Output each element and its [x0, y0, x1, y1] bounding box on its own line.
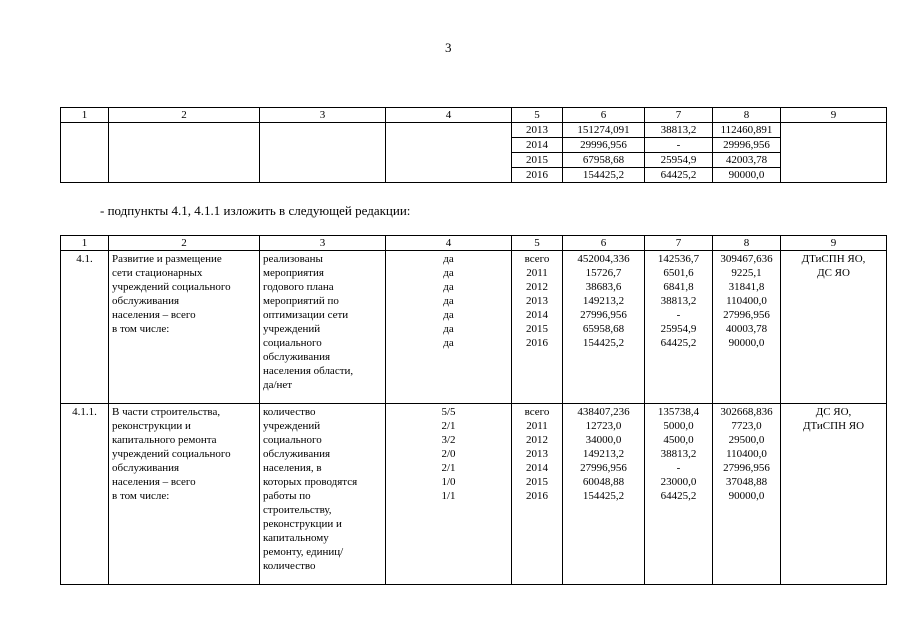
item-number: 4.1.1. — [61, 404, 109, 585]
header-cell: 6 — [563, 236, 645, 251]
value-line: да — [443, 323, 454, 335]
total-cell: 151274,091 — [563, 123, 645, 138]
header-cell: 5 — [512, 236, 563, 251]
executor: ДТиСПН ЯО, ДС ЯО — [781, 251, 887, 404]
total-cell: 67958,68 — [563, 153, 645, 168]
value-line: да — [443, 295, 454, 307]
table-row — [61, 123, 887, 138]
page-number: 3 — [445, 40, 452, 55]
value-line: 27996,956 — [723, 462, 770, 474]
value-line: 2011 — [526, 267, 548, 279]
value-line: 154425,2 — [582, 490, 625, 502]
header-cell: 9 — [781, 236, 887, 251]
federal-values — [645, 404, 713, 585]
value-line: 2/1 — [441, 420, 456, 432]
regional-cell: 112460,891 — [713, 123, 781, 138]
table-header-row — [61, 108, 887, 123]
value-line: - — [676, 309, 681, 321]
value-line: да — [443, 253, 454, 265]
header-cell: 3 — [260, 236, 386, 251]
value-line: 154425,2 — [582, 337, 625, 349]
header-cell: 1 — [61, 236, 109, 251]
value-line: 2014 — [526, 462, 548, 474]
total-cell: 29996,956 — [563, 138, 645, 153]
value-line: 25954,9 — [660, 323, 697, 335]
year-cell: 2016 — [512, 168, 563, 183]
value-line: 27996,956 — [723, 309, 770, 321]
header-cell: 7 — [645, 108, 713, 123]
value-line: 31841,8 — [728, 281, 765, 293]
header-cell: 2 — [109, 108, 260, 123]
value-line: 65958,68 — [582, 323, 625, 335]
value-line: 2016 — [526, 337, 548, 349]
value-line: 6841,8 — [663, 281, 694, 293]
header-cell: 3 — [260, 108, 386, 123]
value-line: 142536,7 — [657, 253, 700, 265]
value-line: 40003,78 — [725, 323, 768, 335]
total-values — [563, 404, 645, 585]
year-values — [512, 404, 563, 585]
value-line: 2015 — [526, 476, 548, 488]
federal-values — [645, 251, 713, 404]
value-line: 6501,6 — [663, 267, 694, 279]
empty-cell — [260, 123, 386, 183]
value-line: - — [676, 462, 681, 474]
value-line: 2016 — [526, 490, 548, 502]
value-line: 23000,0 — [660, 476, 697, 488]
empty-cell — [386, 123, 512, 183]
value-line: 64425,2 — [660, 337, 697, 349]
value-line: 29500,0 — [728, 434, 765, 446]
value-line: 2014 — [526, 309, 548, 321]
value-line: 1/1 — [441, 490, 456, 502]
regional-cell: 90000,0 — [713, 168, 781, 183]
executor: ДС ЯО, ДТиСПН ЯО — [781, 404, 887, 585]
value-line: всего — [524, 406, 550, 418]
federal-cell: - — [645, 138, 713, 153]
value-line: 3/2 — [441, 434, 456, 446]
value-line: 452004,336 — [577, 253, 630, 265]
header-cell: 8 — [713, 108, 781, 123]
value-line: 2/0 — [441, 448, 456, 460]
header-cell: 4 — [386, 108, 512, 123]
empty-cell — [781, 123, 887, 183]
year-cell: 2013 — [512, 123, 563, 138]
item-number: 4.1. — [61, 251, 109, 404]
value-line: 309467,636 — [720, 253, 773, 265]
value-line: 37048,88 — [725, 476, 768, 488]
value-line: 38813,2 — [660, 448, 697, 460]
value-line: 90000,0 — [728, 337, 765, 349]
value-line: 2013 — [526, 295, 548, 307]
value-line: 5000,0 — [663, 420, 694, 432]
federal-cell: 64425,2 — [645, 168, 713, 183]
value-line: 110400,0 — [726, 448, 767, 460]
table-header-row — [61, 236, 887, 251]
budget-table-continuation — [60, 107, 887, 183]
value-line: 149213,2 — [582, 295, 625, 307]
federal-cell: 38813,2 — [645, 123, 713, 138]
budget-table-main — [60, 235, 887, 585]
value-line: 27996,956 — [580, 309, 627, 321]
header-cell: 7 — [645, 236, 713, 251]
value-line: 5/5 — [441, 406, 456, 418]
item-name: В части строительства, реконструкции и капитального ремонта учреждений социального обслуживания населения – всего в том числе: — [109, 404, 260, 585]
total-cell: 154425,2 — [563, 168, 645, 183]
value-line: 64425,2 — [660, 490, 697, 502]
value-line: 27996,956 — [580, 462, 627, 474]
item-name: Развитие и размещение сети стационарных учреждений социального обслуживания населения – всего в том числе: — [109, 251, 260, 404]
item-indicator: реализованы мероприятия годового плана мероприятий по оптимизации сети учреждений социального обслуживания населения области, да/нет — [260, 251, 386, 404]
value-line: 2011 — [526, 420, 548, 432]
year-values — [512, 251, 563, 404]
value-line: да — [443, 281, 454, 293]
indicator-values — [386, 404, 512, 585]
header-cell: 9 — [781, 108, 887, 123]
value-line: всего — [524, 253, 550, 265]
value-line: да — [443, 309, 454, 321]
header-cell: 6 — [563, 108, 645, 123]
row-4-1 — [61, 251, 887, 404]
value-line: 38683,6 — [585, 281, 622, 293]
value-line: 2015 — [526, 323, 548, 335]
value-line: да — [443, 337, 454, 349]
edit-instruction-text: - подпункты 4.1, 4.1.1 изложить в следующей редакции: — [100, 203, 411, 218]
value-line: 2013 — [526, 448, 548, 460]
total-values — [563, 251, 645, 404]
header-cell: 2 — [109, 236, 260, 251]
value-line: 60048,88 — [582, 476, 625, 488]
value-line: 15726,7 — [585, 267, 622, 279]
header-cell: 5 — [512, 108, 563, 123]
row-4-1-1 — [61, 404, 887, 585]
value-line: 110400,0 — [726, 295, 767, 307]
value-line: 7723,0 — [731, 420, 762, 432]
value-line: 2012 — [526, 281, 548, 293]
value-line: 2012 — [526, 434, 548, 446]
value-line: 34000,0 — [585, 434, 622, 446]
federal-cell: 25954,9 — [645, 153, 713, 168]
indicator-values — [386, 251, 512, 404]
empty-cell — [109, 123, 260, 183]
year-cell: 2014 — [512, 138, 563, 153]
header-cell: 8 — [713, 236, 781, 251]
regional-values — [713, 404, 781, 585]
regional-cell: 29996,956 — [713, 138, 781, 153]
header-cell: 4 — [386, 236, 512, 251]
value-line: 135738,4 — [657, 406, 700, 418]
value-line: 2/1 — [441, 462, 456, 474]
value-line: 38813,2 — [660, 295, 697, 307]
regional-values — [713, 251, 781, 404]
value-line: да — [443, 267, 454, 279]
value-line: 12723,0 — [585, 420, 622, 432]
value-line: 4500,0 — [663, 434, 694, 446]
regional-cell: 42003,78 — [713, 153, 781, 168]
value-line: 438407,236 — [577, 406, 630, 418]
value-line: 90000,0 — [728, 490, 765, 502]
value-line: 302668,836 — [720, 406, 773, 418]
value-line: 9225,1 — [731, 267, 762, 279]
empty-cell — [61, 123, 109, 183]
item-indicator: количество учреждений социального обслуживания населения, в которых проводятся работы по строительству, реконструкции и капитальному ремонту, единиц/ количество — [260, 404, 386, 585]
header-cell: 1 — [61, 108, 109, 123]
year-cell: 2015 — [512, 153, 563, 168]
value-line: 149213,2 — [582, 448, 625, 460]
value-line: 1/0 — [441, 476, 456, 488]
